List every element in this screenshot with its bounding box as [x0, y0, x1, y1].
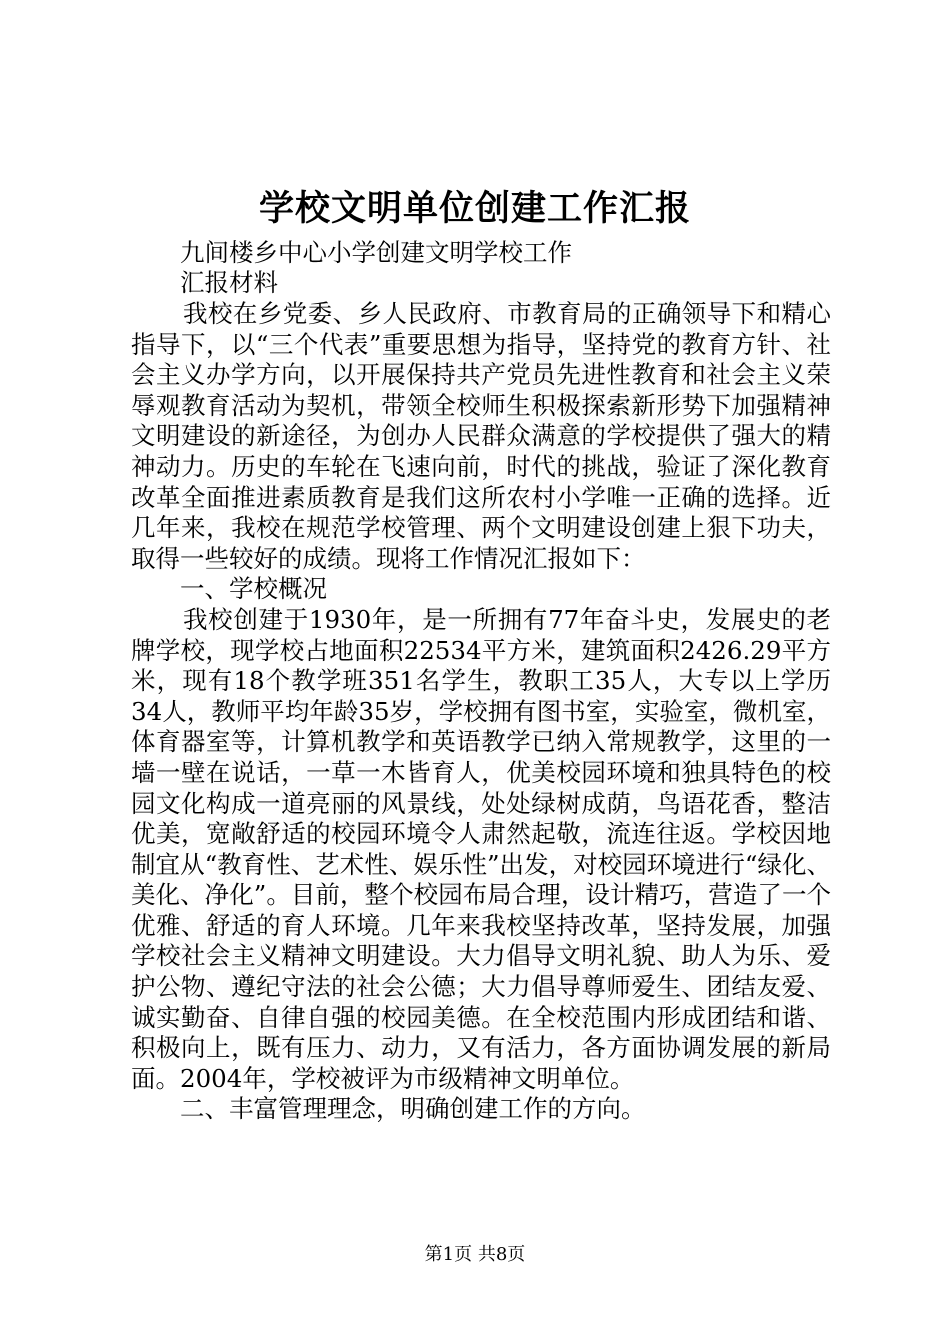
- document-body: [131, 299, 831, 1125]
- document-title: 学校文明单位创建工作汇报: [258, 188, 691, 229]
- paragraph-intro: 我校在乡党委、乡人民政府、市教育局的正确领导下和精心指导下，以“三个代表”重要思想为指导，坚持党的教育方针、社会主义办学方向，以开展保持共产党员先进性教育和社会主义荣辱观教育活动为契机，带领全校师生积极探索新形势下加强精神文明建设的新途径，为创办人民群众满意的学校提供了强大的精神动力。历史的车轮在飞速向前，时代的挑战，验证了深化教育改革全面推进素质教育是我们这所农村小学唯一正确的选择。近几年来，我校在规范学校管理、两个文明建设创建上狠下功夫，取得一些较好的成绩。现将工作情况汇报如下：: [131, 299, 831, 573]
- document-subtitle-line1: 九间楼乡中心小学创建文明学校工作: [180, 238, 572, 267]
- paragraph-overview: 我校创建于1930年，是一所拥有77年奋斗史，发展史的老牌学校，现学校占地面积22534平方米，建筑面积2426.29平方米，现有18个教学班351名学生，教职工35人，大专以上学历34人，教师平均年龄35岁，学校拥有图书室，实验室，微机室，体育器室等，计算机教学和英语教学已纳入常规教学，这里的一墙一壁在说话，一草一木皆育人，优美校园环境和独具特色的校园文化构成一道亮丽的风景线，处处绿树成荫，鸟语花香，整洁优美，宽敞舒适的校园环境令人肃然起敬，流连往返。学校因地制宜从“教育性、艺术性、娱乐性”出发，对校园环境进行“绿化、美化、净化”。目前，整个校园布局合理，设计精巧，营造了一个优雅、舒适的育人环境。几年来我校坚持改革，坚持发展，加强学校社会主义精神文明建设。大力倡导文明礼貌、助人为乐、爱护公物、遵纪守法的社会公德；大力倡导尊师爱生、团结友爱、诚实勤奋、自律自强的校园美德。在全校范围内形成团结和谐、积极向上，既有压力、动力，又有活力，各方面协调发展的新局面。2004年，学校被评为市级精神文明单位。: [131, 604, 831, 1093]
- section-heading-1: 一、学校概况: [180, 574, 327, 604]
- section-heading-2: 二、丰富管理理念，明确创建工作的方向。: [180, 1094, 646, 1124]
- document-subtitle-line2: 汇报材料: [180, 268, 278, 297]
- page-footer: 第1页 共8页: [424, 1244, 526, 1265]
